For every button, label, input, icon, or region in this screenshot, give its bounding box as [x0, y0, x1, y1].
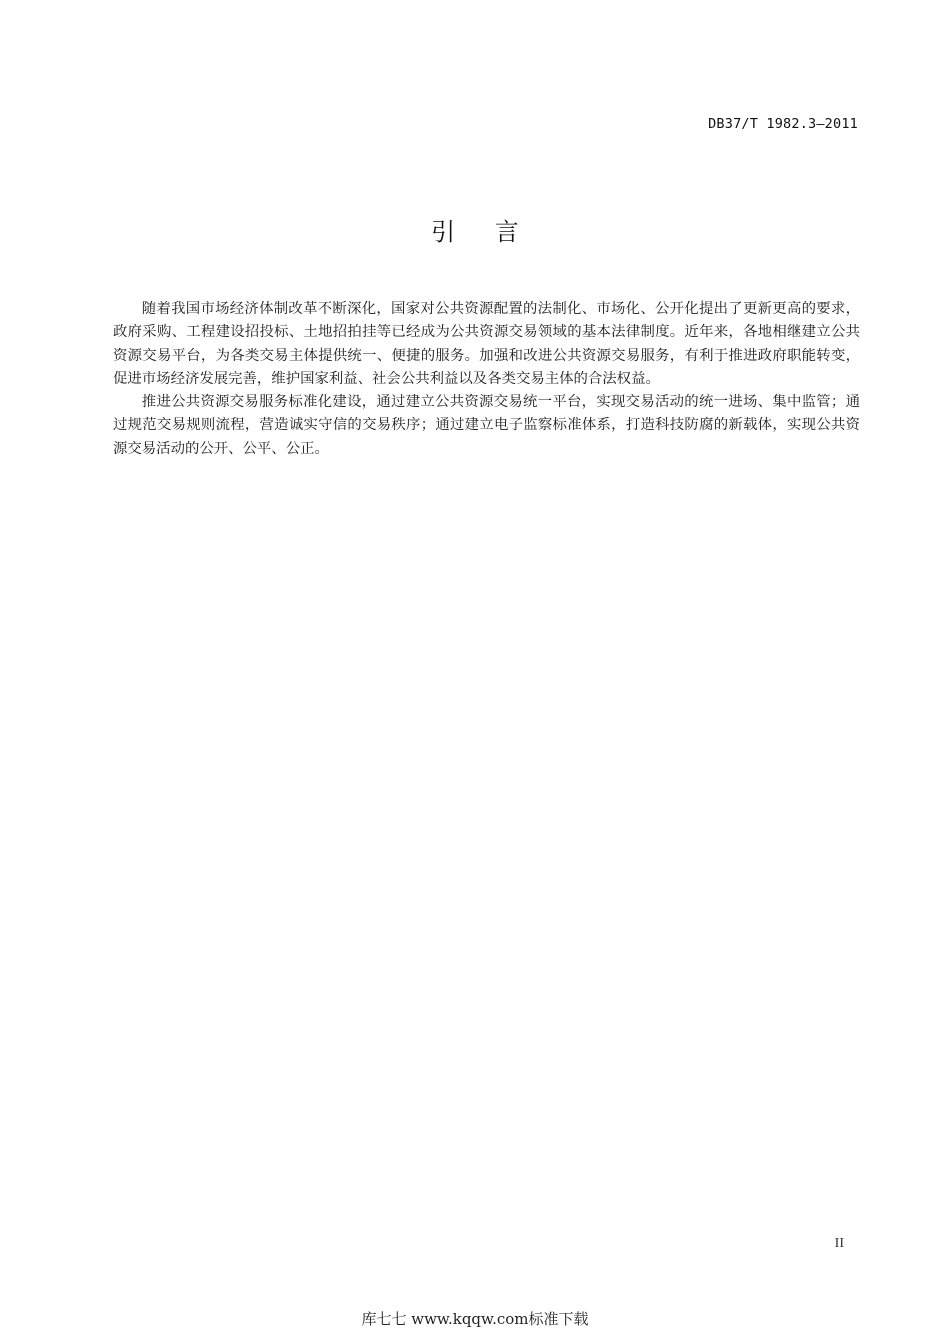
document-code: DB37/T 1982.3—2011: [708, 116, 858, 132]
paragraph-1: 随着我国市场经济体制改革不断深化，国家对公共资源配置的法制化、市场化、公开化提出了更新更高的要求，政府采购、工程建设招投标、土地招拍挂等已经成为公共资源交易领域的基本法律制度。近年来，各地相继建立公共资源交易平台，为各类交易主体提供统一、便捷的服务。加强和改进公共资源交易服务，有利于推进政府职能转变，促进市场经济发展完善，维护国家利益、社会公共利益以及各类交易主体的合法权益。: [113, 301, 860, 387]
footer-watermark: 库七七 www.kqqw.com标准下载: [361, 1310, 589, 1328]
introduction-body: [113, 298, 860, 461]
page-title: 引 言: [431, 218, 535, 246]
page-number: II: [834, 1236, 844, 1251]
paragraph-2: 推进公共资源交易服务标准化建设，通过建立公共资源交易统一平台，实现交易活动的统一进场、集中监管；通过规范交易规则流程，营造诚实守信的交易秩序；通过建立电子监察标准体系，打造科技防腐的新载体，实现公共资源交易活动的公开、公平、公正。: [113, 394, 860, 457]
